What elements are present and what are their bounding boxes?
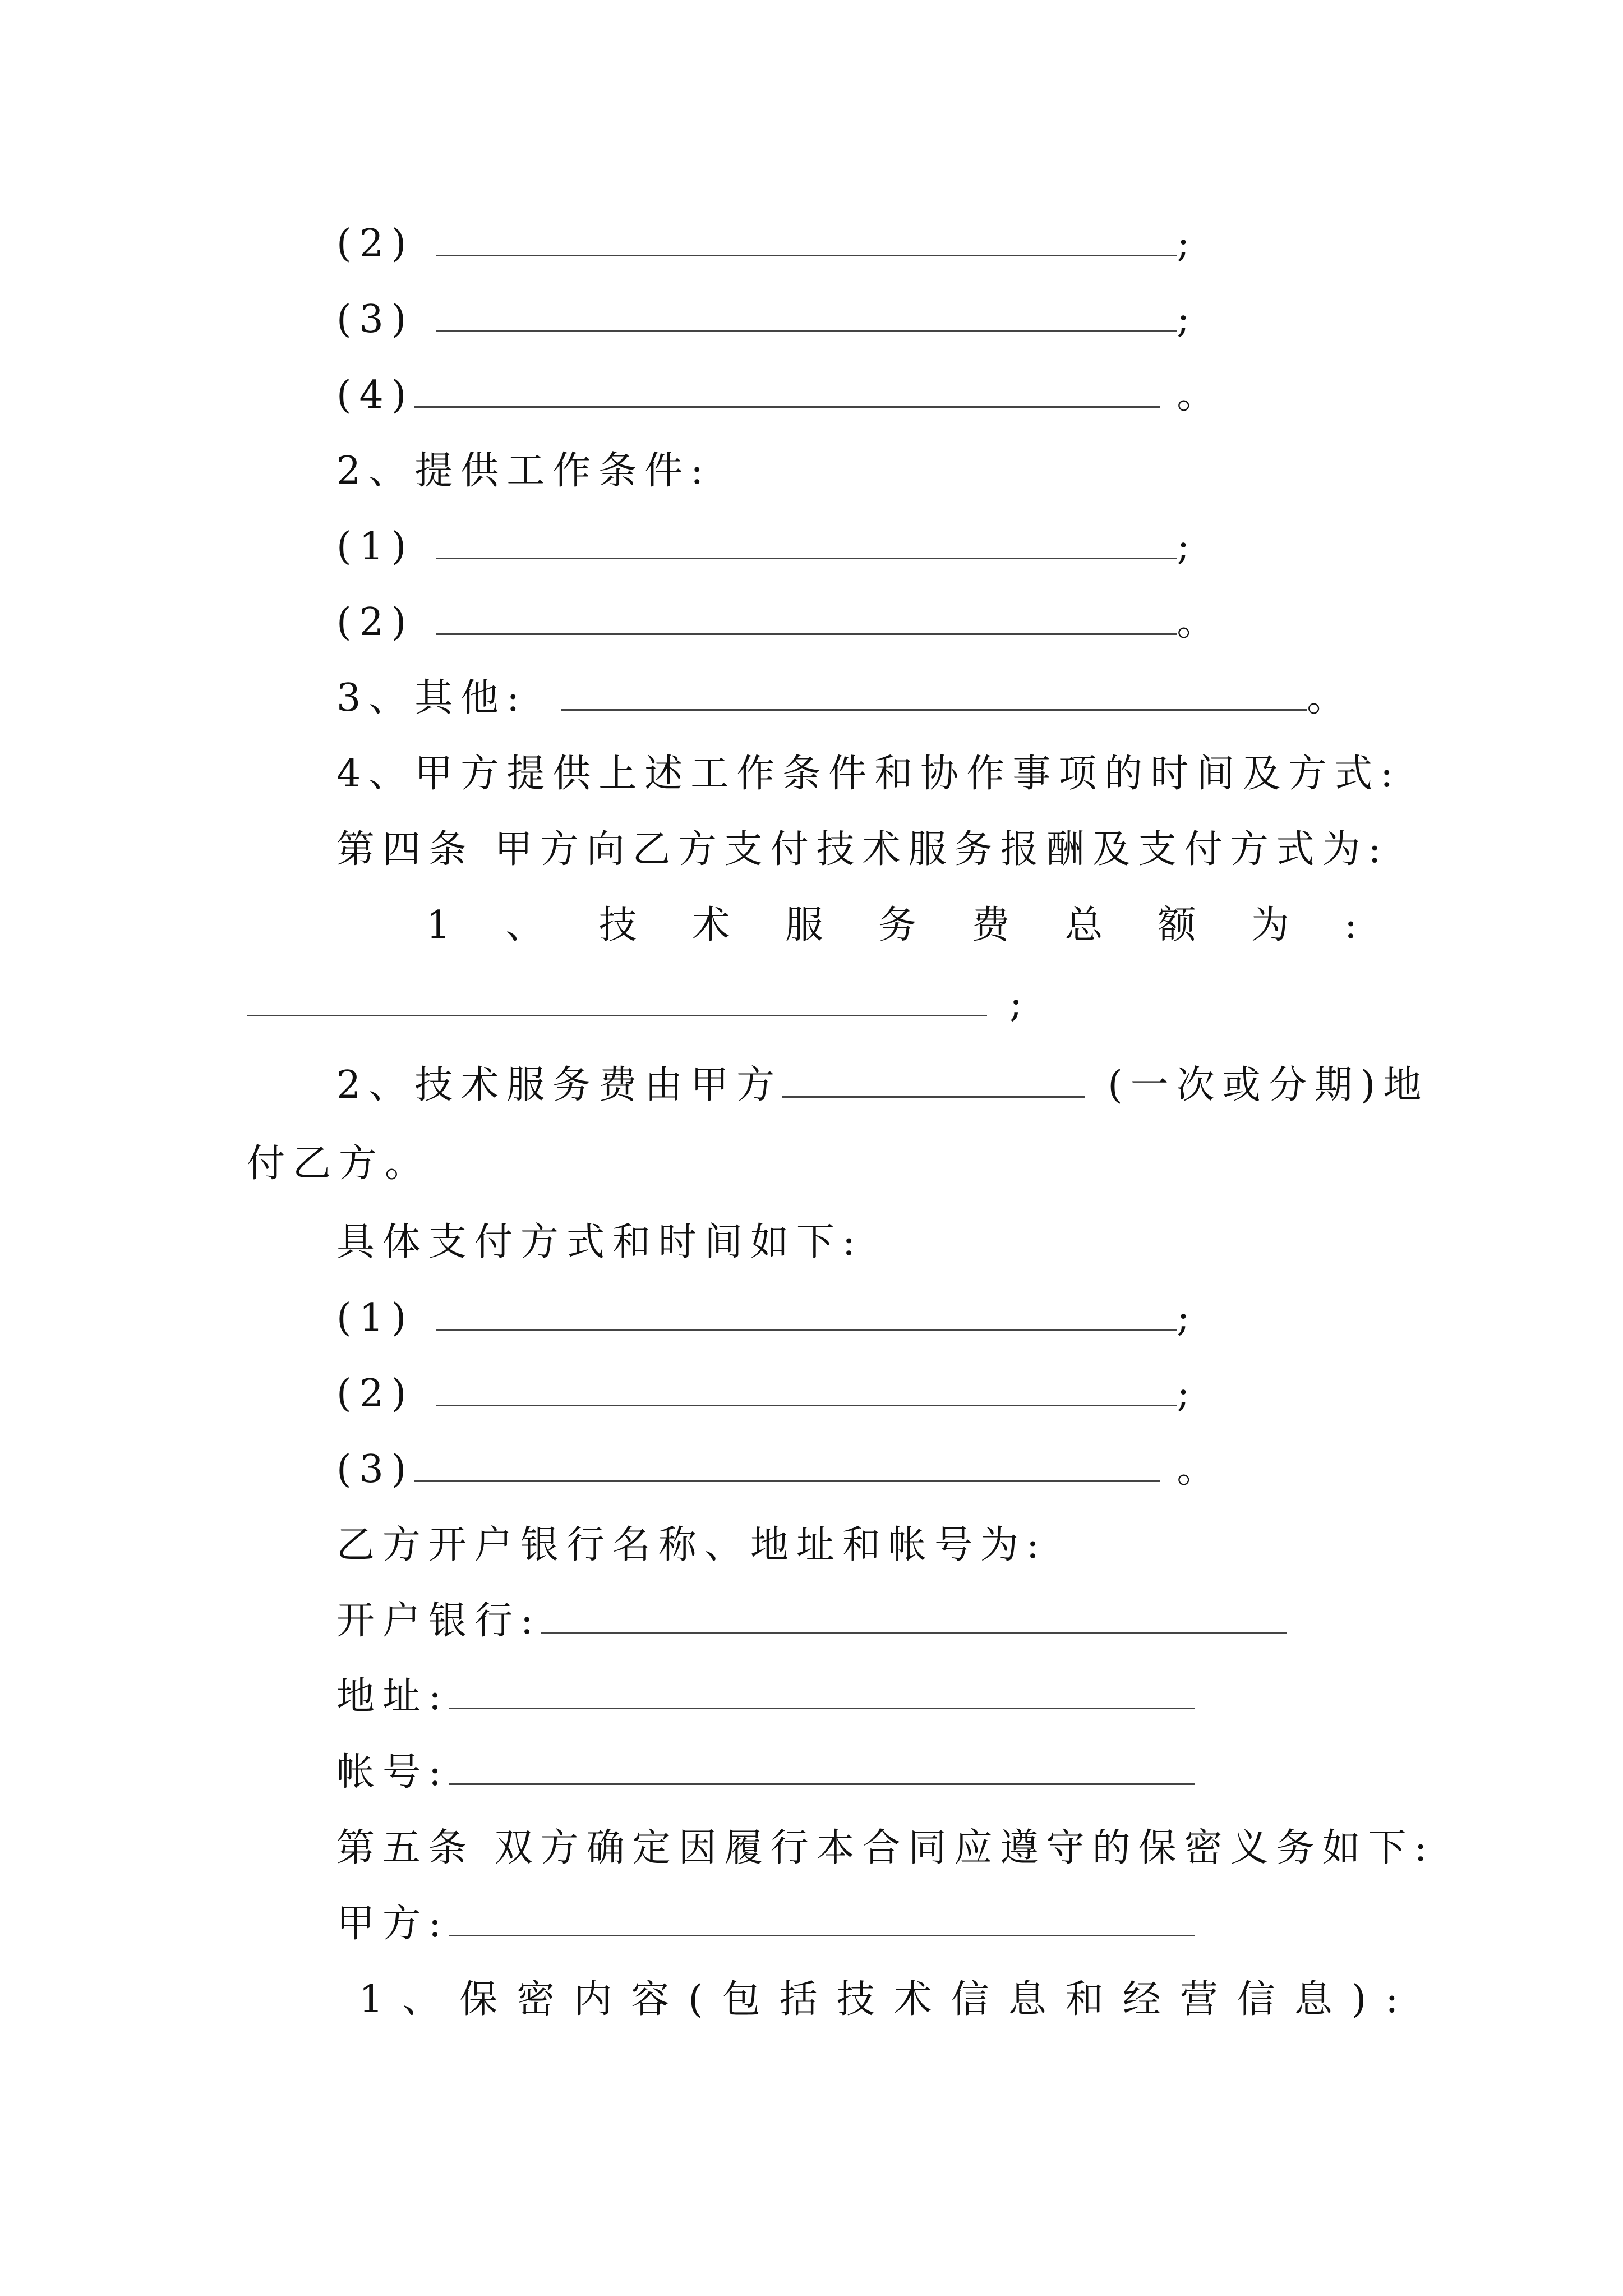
fill-in-blank[interactable]: [414, 1458, 1160, 1482]
item-end-punct: ;: [1009, 982, 1030, 1026]
item-end-punct: ;: [1177, 222, 1198, 266]
item-end-punct: ;: [1177, 1372, 1198, 1416]
bank-name-field[interactable]: [541, 1609, 1287, 1634]
item-label: (4): [336, 373, 414, 417]
fill-in-blank[interactable]: [436, 1382, 1177, 1406]
fill-in-blank[interactable]: [436, 611, 1177, 635]
char: 1: [426, 903, 451, 947]
article-5-heading: 第五条 双方确定因履行本合同应遵守的保密义务如下:: [336, 1826, 1435, 1870]
payment-method-continued: 付乙方。: [247, 1142, 431, 1186]
char: 服: [785, 903, 823, 947]
fill-in-blank[interactable]: [436, 1306, 1177, 1331]
bank-address-line: [336, 1672, 1195, 1722]
item-end-punct: 。: [1307, 676, 1353, 720]
payment-item-3: [336, 1444, 1223, 1495]
account-number-field[interactable]: [449, 1761, 1195, 1785]
fill-in-blank[interactable]: [436, 232, 1177, 256]
payment-item-2: [336, 1369, 1197, 1419]
fill-in-blank[interactable]: [436, 308, 1177, 332]
char: 务: [878, 903, 917, 947]
payment-text-a: 2、技术服务费由甲方: [336, 1063, 783, 1107]
char: 总: [1064, 903, 1103, 947]
char: 费: [971, 903, 1010, 947]
item-3: [336, 295, 1197, 345]
item-end-punct: ;: [1177, 524, 1198, 569]
item-label: (3): [336, 1447, 414, 1492]
fill-in-blank[interactable]: [561, 687, 1307, 711]
fill-in-blank[interactable]: [436, 535, 1177, 559]
confidential-content-heading: 1、保密内容(包括技术信息和经营信息):: [359, 1977, 1418, 2022]
item-label: (2): [336, 600, 414, 645]
payment-schedule-heading: 具体支付方式和时间如下:: [336, 1220, 863, 1264]
paragraph-work-conditions: 2、提供工作条件:: [336, 449, 712, 493]
condition-item-1: [336, 522, 1197, 572]
field-label: 帐号:: [336, 1750, 449, 1795]
char: 、: [505, 903, 544, 947]
item-label: 3、其他:: [336, 676, 528, 720]
bank-name-line: [336, 1596, 1287, 1646]
payment-method-line: [336, 1060, 1429, 1111]
char: 技: [598, 903, 637, 947]
fill-in-blank[interactable]: [247, 992, 987, 1016]
char: 额: [1158, 903, 1196, 947]
item-end-punct: 。: [1177, 373, 1223, 417]
item-2: [336, 219, 1197, 269]
char: 为: [1251, 903, 1289, 947]
item-label: (2): [336, 222, 414, 266]
payment-text-b: (一次或分期)地: [1108, 1063, 1430, 1107]
bank-address-field[interactable]: [449, 1685, 1195, 1709]
item-4: [336, 370, 1223, 421]
field-label: 开户银行:: [336, 1599, 541, 1643]
item-end-punct: 。: [1177, 600, 1223, 645]
article-4-heading: 第四条 甲方向乙方支付技术服务报酬及支付方式为:: [336, 827, 1389, 872]
char: :: [1344, 903, 1357, 947]
item-label: (1): [336, 524, 414, 569]
party-a-field[interactable]: [449, 1912, 1195, 1936]
item-end-punct: 。: [1177, 1447, 1223, 1492]
fill-in-blank[interactable]: [782, 1074, 1085, 1098]
item-end-punct: ;: [1177, 1296, 1198, 1340]
condition-item-2: [336, 597, 1223, 648]
other-item: [336, 673, 1353, 724]
field-label: 甲方:: [336, 1902, 449, 1946]
item-label: (2): [336, 1372, 414, 1416]
char: 术: [691, 903, 730, 947]
payment-item-1: [336, 1293, 1197, 1343]
party-a-line: [336, 1899, 1195, 1949]
bank-info-heading: 乙方开户银行名称、地址和帐号为:: [336, 1523, 1047, 1567]
field-label: 地址:: [336, 1674, 449, 1719]
total-fee-line: [426, 900, 1357, 951]
fill-in-blank[interactable]: [414, 384, 1160, 408]
item-label: (3): [336, 297, 414, 342]
item-end-punct: ;: [1177, 297, 1198, 342]
item-label: (1): [336, 1296, 414, 1340]
total-fee-blank-line: [247, 979, 1030, 1029]
account-number-line: [336, 1747, 1195, 1798]
paragraph-time-and-method: 4、甲方提供上述工作条件和协作事项的时间及方式:: [336, 752, 1401, 796]
